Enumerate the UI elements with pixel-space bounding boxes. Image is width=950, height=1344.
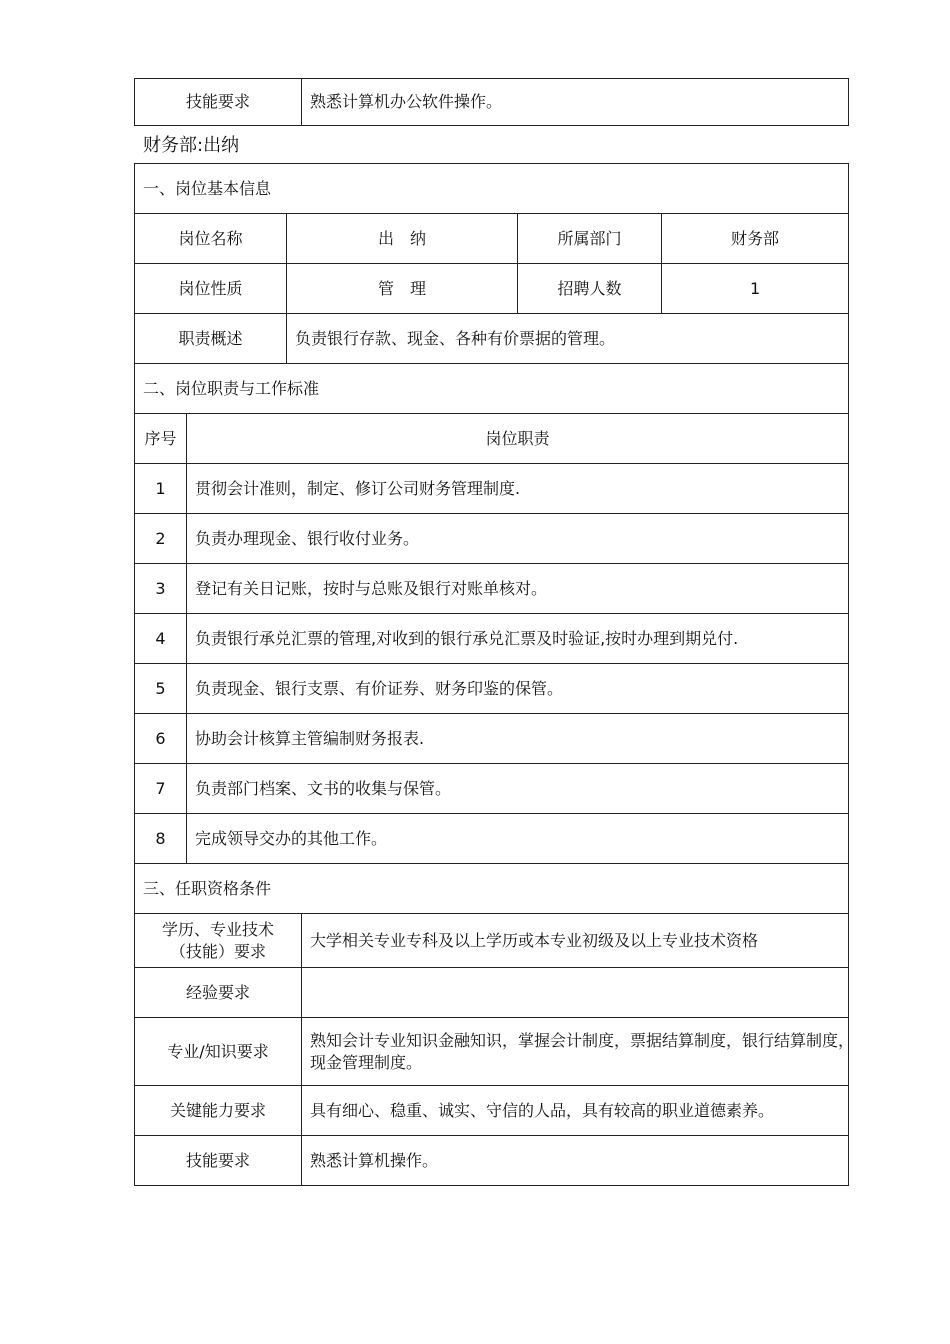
skill-requirement-value: 熟悉计算机操作。: [302, 1136, 849, 1186]
duty-number: 6: [135, 714, 187, 764]
duty-text: 负责办理现金、银行收付业务。: [187, 514, 849, 564]
duty-number: 4: [135, 614, 187, 664]
table-row: [135, 214, 849, 264]
duty-number: 7: [135, 764, 187, 814]
education-value: 大学相关专业专科及以上学历或本专业初级及以上专业技术资格: [302, 914, 849, 968]
education-label-line1: 学历、专业技术: [161, 919, 274, 939]
duty-text: 协助会计核算主管编制财务报表.: [187, 714, 849, 764]
duty-text: 完成领导交办的其他工作。: [187, 814, 849, 864]
duty-text: 负责银行承兑汇票的管理,对收到的银行承兑汇票及时验证,按时办理到期兑付.: [187, 614, 849, 664]
duty-number: 2: [135, 514, 187, 564]
education-label-line2: （技能）要求: [169, 941, 266, 961]
qualifications-header: 三、任职资格条件: [135, 864, 849, 914]
ability-label: 关键能力要求: [135, 1086, 302, 1136]
duty-row: [135, 464, 849, 514]
ability-value: 具有细心、稳重、诚实、守信的人品，具有较高的职业道德素养。: [302, 1086, 849, 1136]
duty-row: [135, 514, 849, 564]
position-nature-value: 管 理: [287, 264, 518, 314]
position-name-value: 出 纳: [287, 214, 518, 264]
table-row: [135, 79, 849, 126]
knowledge-label: 专业/知识要求: [135, 1018, 302, 1086]
duty-text-header: 岗位职责: [187, 414, 849, 464]
duty-text: 贯彻会计准则，制定、修订公司财务管理制度.: [187, 464, 849, 514]
duty-row: [135, 814, 849, 864]
duty-number-header: 序号: [135, 414, 187, 464]
experience-value: [302, 968, 849, 1018]
duty-row: [135, 664, 849, 714]
education-label: [135, 914, 302, 968]
knowledge-value: [302, 1018, 855, 1086]
table-row: [135, 1086, 849, 1136]
duty-number: 3: [135, 564, 187, 614]
headcount-value: 1: [662, 264, 849, 314]
table-row: [135, 314, 849, 364]
position-nature-label: 岗位性质: [135, 264, 287, 314]
skill-value: 熟悉计算机办公软件操作。: [302, 79, 849, 126]
duty-number: 5: [135, 664, 187, 714]
summary-label: 职责概述: [135, 314, 287, 364]
skill-requirement-label: 技能要求: [135, 1136, 302, 1186]
duty-text: 负责现金、银行支票、有价证券、财务印鉴的保管。: [187, 664, 849, 714]
duty-text: 登记有关日记账，按时与总账及银行对账单核对。: [187, 564, 849, 614]
table-row: [135, 968, 849, 1018]
skill-label: 技能要求: [135, 79, 302, 126]
duty-row: [135, 614, 849, 664]
table-row: [135, 164, 849, 214]
table-row: [135, 414, 849, 464]
duty-row: [135, 564, 849, 614]
section-title: 财务部:出纳: [143, 135, 240, 156]
duty-number: 1: [135, 464, 187, 514]
headcount-label: 招聘人数: [518, 264, 662, 314]
knowledge-value-line1: 熟知会计专业知识金融知识，掌握会计制度，票据结算制度，银行结算制度，: [310, 1030, 855, 1050]
table-row: [135, 864, 849, 914]
duty-row: [135, 764, 849, 814]
previous-skill-table: [134, 78, 849, 126]
duties-header: 二、岗位职责与工作标准: [135, 364, 849, 414]
summary-value: 负责银行存款、现金、各种有价票据的管理。: [287, 314, 849, 364]
department-value: 财务部: [662, 214, 849, 264]
duty-row: [135, 714, 849, 764]
knowledge-value-line2: 现金管理制度。: [310, 1052, 423, 1072]
duty-number: 8: [135, 814, 187, 864]
duty-text: 负责部门档案、文书的收集与保管。: [187, 764, 849, 814]
table-row: [135, 264, 849, 314]
table-row: [135, 914, 849, 968]
department-label: 所属部门: [518, 214, 662, 264]
basic-info-header: 一、岗位基本信息: [135, 164, 849, 214]
table-row: [135, 364, 849, 414]
position-table: [134, 163, 855, 1186]
position-name-label: 岗位名称: [135, 214, 287, 264]
table-row: [135, 1136, 849, 1186]
table-row: [135, 1018, 849, 1086]
experience-label: 经验要求: [135, 968, 302, 1018]
